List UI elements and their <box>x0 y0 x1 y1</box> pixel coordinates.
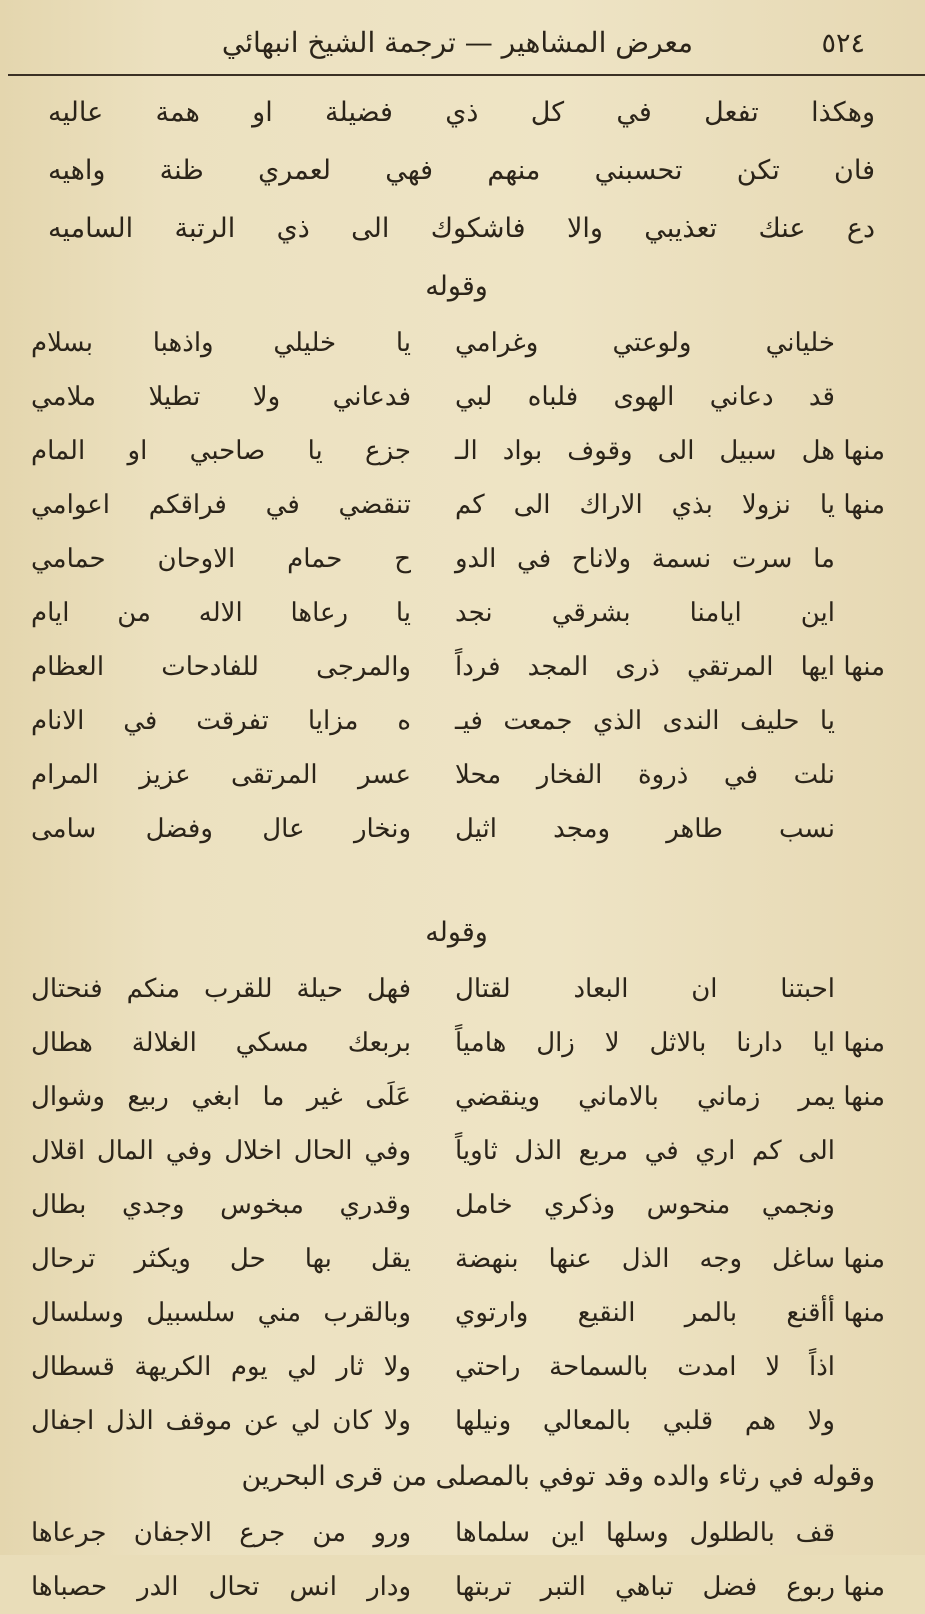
verse-marker: منها <box>843 1298 885 1328</box>
second-hemistich: ورو من جرع الاجفان جرعاها <box>31 1518 411 1548</box>
second-hemistich: عَلَى غير ما ابغي ربيع وشوال <box>31 1082 411 1112</box>
second-hemistich: ونخار عال وفضل سامى <box>31 814 411 844</box>
first-hemistich: اين ايامنا بشرقي نجد <box>455 598 835 628</box>
prose-line: فان تكن تحسبني منهم فهي لعمري ظنة واهيه <box>48 155 875 186</box>
second-hemistich: وقدري مبخوس وجدي بطال <box>31 1190 411 1220</box>
first-hemistich: ما سرت نسمة ولاناح في الدو <box>455 544 835 574</box>
verse-line <box>28 694 885 748</box>
first-hemistich: قف بالطلول وسلها اين سلماها <box>455 1518 835 1548</box>
prose-line: وهكذا تفعل في كل ذي فضيلة او همة عاليه <box>48 97 875 128</box>
first-hemistich: أأقنع بالمر النقيع وارتوي <box>455 1298 835 1328</box>
verse-line <box>28 962 885 1016</box>
second-hemistich: بربعك مسكي الغلالة هطال <box>31 1028 411 1058</box>
second-hemistich: عسر المرتقى عزيز المرام <box>31 760 411 790</box>
verse-line <box>28 640 885 694</box>
verse-line <box>28 1232 885 1286</box>
verse-line <box>28 748 885 802</box>
verse-line <box>28 532 885 586</box>
first-hemistich: ولا هم قلبي بالمعالي ونيلها <box>455 1406 835 1436</box>
hemistich-gap <box>411 1560 455 1614</box>
verse-line <box>28 586 885 640</box>
verse-marker <box>835 370 885 424</box>
poem-block <box>28 962 885 1448</box>
poem-heading: وقوله <box>425 917 488 948</box>
verse-line <box>28 802 885 856</box>
hemistich-gap <box>411 1070 455 1124</box>
hemistich-gap <box>411 1506 455 1560</box>
second-hemistich: يا خليلي واذهبا بسلام <box>31 328 411 358</box>
verse-marker: منها <box>843 1572 885 1602</box>
hemistich-gap <box>411 532 455 586</box>
first-hemistich: يمر زماني بالاماني وينقضي <box>455 1082 835 1112</box>
verse-marker <box>835 316 885 370</box>
hemistich-gap <box>411 316 455 370</box>
second-hemistich: ولا ثار لي يوم الكريهة قسطال <box>31 1352 411 1382</box>
verse-marker <box>835 1178 885 1232</box>
verse-marker: منها <box>843 436 885 466</box>
second-hemistich: يقل بها حل ويكثر ترحال <box>31 1244 411 1274</box>
verse-line <box>28 1070 885 1124</box>
second-hemistich: ولا كان لي عن موقف الذل اجفال <box>31 1406 411 1436</box>
verse-marker <box>835 748 885 802</box>
verse-marker: منها <box>843 1028 885 1058</box>
hemistich-gap <box>411 1124 455 1178</box>
verse-marker: منها <box>843 652 885 682</box>
second-hemistich: فهل حيلة للقرب منكم فنحتال <box>31 974 411 1004</box>
verse-marker <box>835 586 885 640</box>
hemistich-gap <box>411 1286 455 1340</box>
hemistich-gap <box>411 586 455 640</box>
verse-line <box>28 1286 885 1340</box>
poem-block <box>28 1506 885 1614</box>
verse-marker: منها <box>843 1244 885 1274</box>
verse-line <box>28 1340 885 1394</box>
hemistich-gap <box>411 1016 455 1070</box>
first-hemistich: يا حليف الندى الذي جمعت فيـ <box>455 706 835 736</box>
hemistich-gap <box>411 694 455 748</box>
first-hemistich: خلياني ولوعتي وغرامي <box>455 328 835 358</box>
verse-marker: منها <box>843 490 885 520</box>
first-hemistich: ايها المرتقي ذرى المجد فرداً <box>455 652 835 682</box>
page-header <box>20 18 895 74</box>
second-hemistich: والمرجى للفادحات العظام <box>31 652 411 682</box>
verse-line <box>28 1560 885 1614</box>
poem-heading: وقوله <box>425 271 488 302</box>
hemistich-gap <box>411 370 455 424</box>
header-rule <box>8 74 925 76</box>
hemistich-gap <box>411 748 455 802</box>
hemistich-gap <box>411 424 455 478</box>
first-hemistich: ونجمي منحوس وذكري خامل <box>455 1190 835 1220</box>
verse-marker <box>835 532 885 586</box>
verse-line <box>28 424 885 478</box>
first-hemistich: ايا دارنا بالاثل لا زال هامياً <box>455 1028 835 1058</box>
poem-intro: وقوله في رثاء والده وقد توفي بالمصلى من قرى البحرين <box>241 1461 875 1492</box>
verse-marker <box>835 962 885 1016</box>
verse-marker <box>835 1506 885 1560</box>
first-hemistich: هل سبيل الى وقوف بواد الـ <box>455 436 835 466</box>
page-number: ٥٢٤ <box>821 28 865 59</box>
first-hemistich: قد دعاني الهوى فلباه لبي <box>455 382 835 412</box>
verse-marker: منها <box>843 1082 885 1112</box>
first-hemistich: نلت في ذروة الفخار محلا <box>455 760 835 790</box>
verse-line <box>28 1394 885 1448</box>
second-hemistich: وبالقرب مني سلسبيل وسلسال <box>31 1298 411 1328</box>
verse-marker <box>835 1124 885 1178</box>
verse-marker <box>835 1394 885 1448</box>
second-hemistich: ه مزايا تفرقت في الانام <box>31 706 411 736</box>
hemistich-gap <box>411 640 455 694</box>
second-hemistich: ودار انس تحال الدر حصباها <box>31 1572 411 1602</box>
verse-line <box>28 1506 885 1560</box>
first-hemistich: احبتنا ان البعاد لقتال <box>455 974 835 1004</box>
verse-line <box>28 478 885 532</box>
hemistich-gap <box>411 802 455 856</box>
verse-line <box>28 1124 885 1178</box>
second-hemistich: وفي الحال اخلال وفي المال اقلال <box>31 1136 411 1166</box>
second-hemistich: تنقضي في فراقكم اعوامي <box>31 490 411 520</box>
hemistich-gap <box>411 1178 455 1232</box>
first-hemistich: ساغل وجه الذل عنها بنهضة <box>455 1244 835 1274</box>
second-hemistich: يا رعاها الاله من ايام <box>31 598 411 628</box>
verse-line <box>28 370 885 424</box>
hemistich-gap <box>411 1340 455 1394</box>
first-hemistich: اذاً لا امدت بالسماحة راحتي <box>455 1352 835 1382</box>
second-hemistich: فدعاني ولا تطيلا ملامي <box>31 382 411 412</box>
section-gap <box>28 856 885 904</box>
first-hemistich: يا نزولا بذي الاراك الى كم <box>455 490 835 520</box>
verse-line <box>28 1016 885 1070</box>
hemistich-gap <box>411 1232 455 1286</box>
first-hemistich: نسب طاهر ومجد اثيل <box>455 814 835 844</box>
verse-line <box>28 316 885 370</box>
verse-marker <box>835 1340 885 1394</box>
hemistich-gap <box>411 478 455 532</box>
prose-line: دع عنك تعذيبي والا فاشكوك الى ذي الرتبة الساميه <box>48 213 875 244</box>
first-hemistich: الى كم اري في مربع الذل ثاوياً <box>455 1136 835 1166</box>
second-hemistich: جزع يا صاحبي او المام <box>31 436 411 466</box>
page-body <box>28 84 885 1614</box>
poem-block <box>28 316 885 856</box>
hemistich-gap <box>411 1394 455 1448</box>
second-hemistich: ح حمام الاوحان حمامي <box>31 544 411 574</box>
verse-marker <box>835 802 885 856</box>
hemistich-gap <box>411 962 455 1016</box>
first-hemistich: ربوع فضل تباهي التبر تربتها <box>455 1572 835 1602</box>
verse-line <box>28 1178 885 1232</box>
running-title: معرض المشاهير — ترجمة الشيخ انبهائي <box>221 26 694 59</box>
verse-marker <box>835 694 885 748</box>
